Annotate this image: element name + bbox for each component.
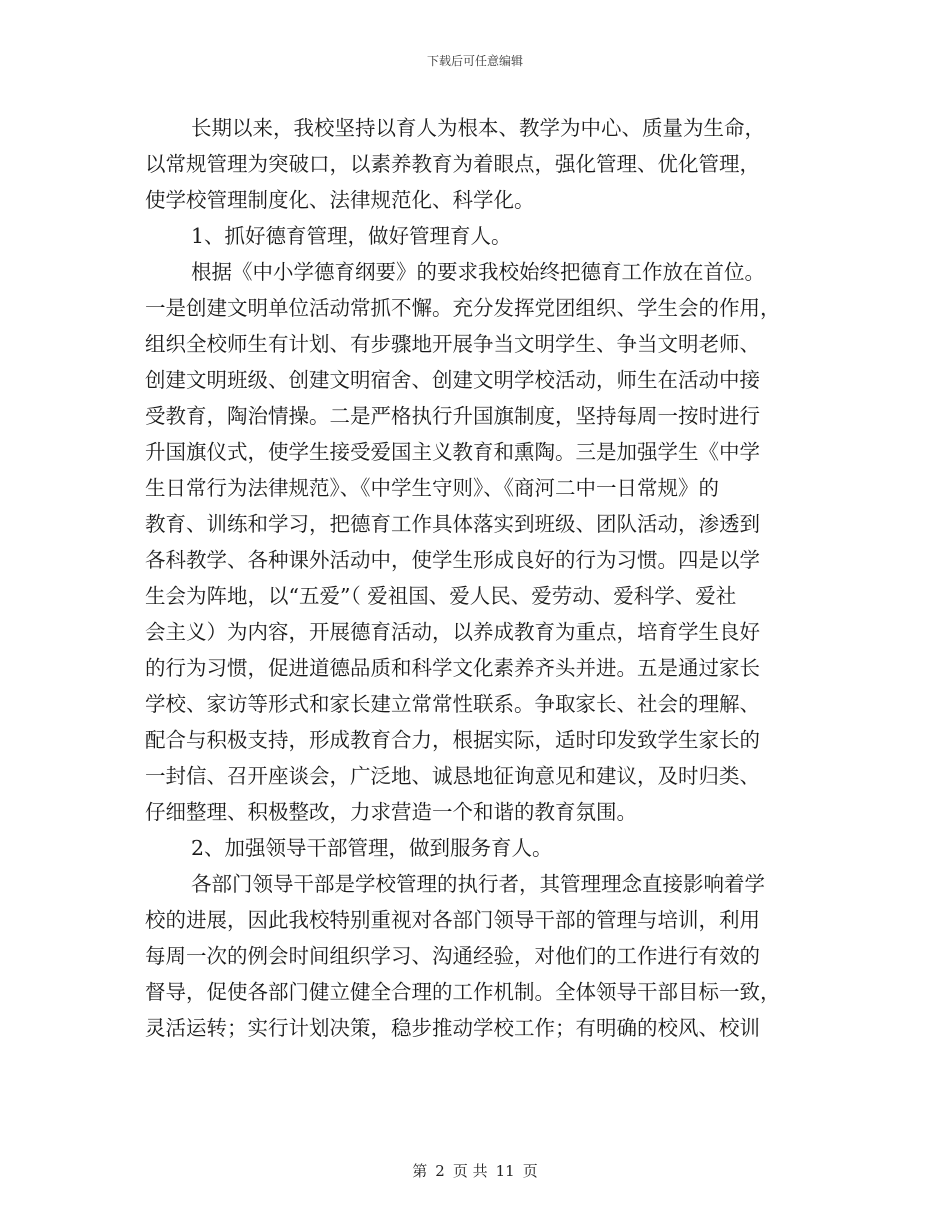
text-line: 督导，促使各部门健立健全合理的工作机制。全体领导干部目标一致，: [145, 980, 781, 1004]
text-line: 长期以来，我校坚持以育人为根本、教学为中心、质量为生命，: [191, 116, 765, 140]
document-body: [145, 110, 805, 1046]
footer-page-number: 2: [435, 1162, 445, 1180]
text-line: 校的进展，因此我校特别重视对各部门领导干部的管理与培训，利用: [145, 908, 760, 932]
text-line: 一封信、召开座谈会，广泛地、诚恳地征询意见和建议，及时归类、: [145, 764, 760, 788]
footer-prefix: 第: [412, 1162, 428, 1180]
text-line: 根据《中小学德育纲要》的要求我校始终把德育工作放在首位。: [191, 260, 765, 284]
text-line: 生日常行为法律规范》、《中学生守则》、《商河二中一日常规》的: [145, 476, 719, 500]
text-line: 的行为习惯，促进道德品质和科学文化素养齐头并进。五是通过家长: [145, 656, 760, 680]
text-line: 受教育，陶治情操。二是严格执行升国旗制度，坚持每周一按时进行: [145, 404, 760, 428]
text-line: 升国旗仪式，使学生接受爱国主义教育和熏陶。三是加强学生《中学: [145, 440, 760, 464]
text-line: 2、加强领导干部管理，做到服务育人。: [191, 836, 553, 860]
text-line: 配合与积极支持，形成教育合力，根据实际，适时印发致学生家长的: [145, 728, 760, 752]
text-line: 使学校管理制度化、法律规范化、科学化。: [145, 188, 535, 212]
text-line: 教育、训练和学习，把德育工作具体落实到班级、团队活动，渗透到: [145, 512, 760, 536]
text-line: 以常规管理为突破口，以素养教育为着眼点，强化管理、优化管理，: [145, 152, 760, 176]
text-line: 各科教学、各种课外活动中，使学生形成良好的行为习惯。四是以学: [145, 548, 760, 572]
page-header-note: 下载后可任意编辑: [426, 54, 523, 68]
text-line: 创建文明班级、创建文明宿舍、创建文明学校活动，师生在活动中接: [145, 368, 760, 392]
text-line: 每周一次的例会时间组织学习、沟通经验，对他们的工作进行有效的: [145, 944, 760, 968]
text-line: 一是创建文明单位活动常抓不懈。充分发挥党团组织、学生会的作用，: [145, 296, 781, 320]
text-line: 组织全校师生有计划、有步骤地开展争当文明学生、争当文明老师、: [145, 332, 760, 356]
page-footer: [0, 1160, 950, 1181]
footer-suffix: 页: [522, 1162, 538, 1180]
text-line: 学校、家访等形式和家长建立常常性联系。争取家长、社会的理解、: [145, 692, 760, 716]
text-line: 灵活运转；实行计划决策，稳步推动学校工作；有明确的校风、校训: [145, 1016, 760, 1040]
text-line: 生会为阵地，以“五爱”（ 爱祖国、爱人民、爱劳动、爱科学、爱社: [145, 584, 737, 608]
text-line: 会主义）为内容，开展德育活动，以养成教育为重点，培育学生良好: [145, 620, 760, 644]
text-line: 1、抓好德育管理，做好管理育人。: [191, 224, 512, 248]
footer-mid: 页 共: [452, 1162, 488, 1180]
footer-total-pages: 11: [495, 1162, 515, 1180]
text-line: 仔细整理、积极整改，力求营造一个和谐的教育氛围。: [145, 800, 637, 824]
text-line: 各部门领导干部是学校管理的执行者，其管理理念直接影响着学: [191, 872, 765, 896]
